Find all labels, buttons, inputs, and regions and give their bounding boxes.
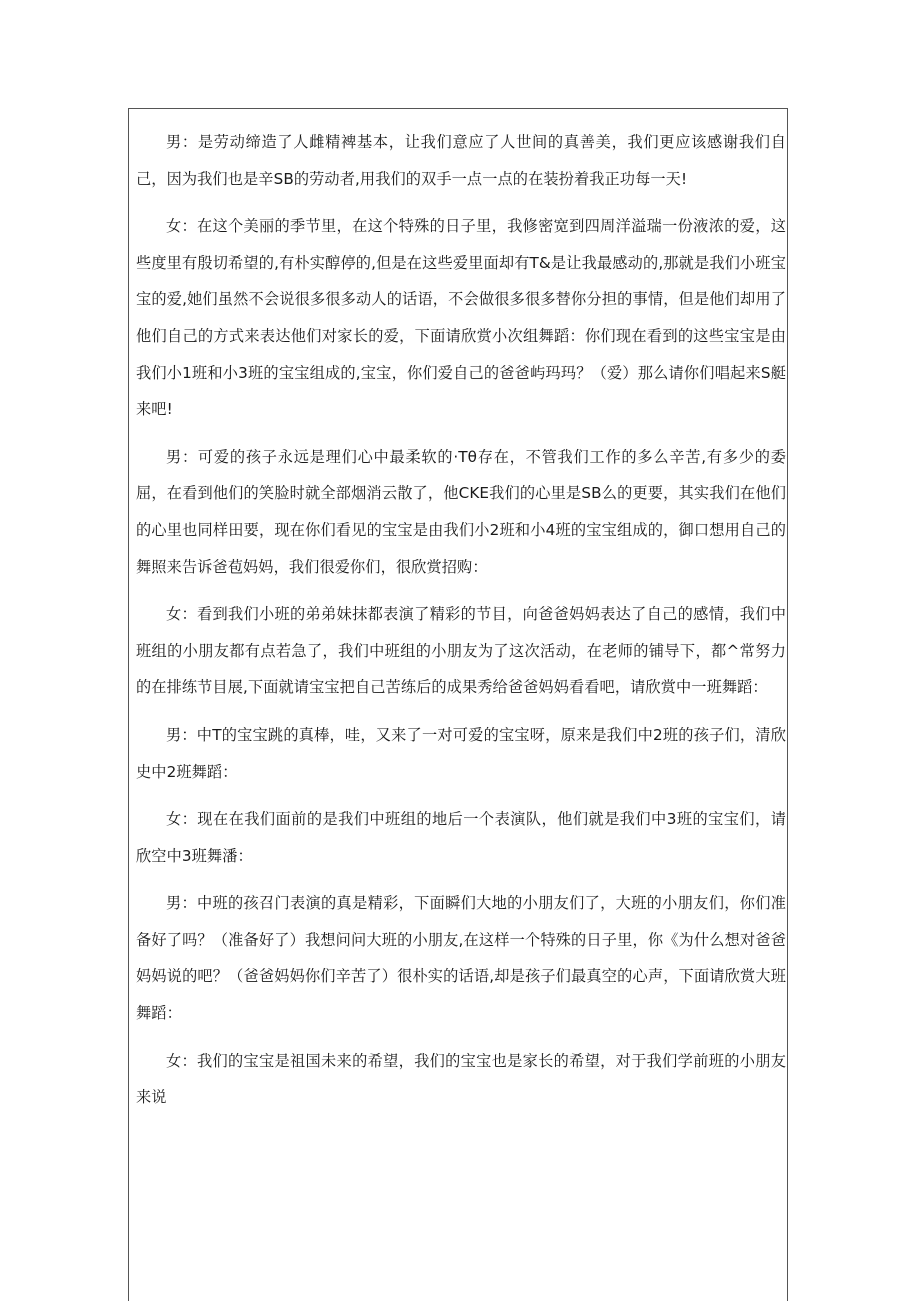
dialogue-paragraph-6: 女：现在在我们面前的是我们中班组的地后一个表演队，他们就是我们中3班的宝宝们，请欣空中3班舞潘： [136,810,786,865]
document-body [136,124,786,1127]
dialogue-paragraph-4: 女：看到我们小班的弟弟妹抹都表演了精彩的节目，向爸爸妈妈表达了自己的感情，我们中班组的小朋友都有点若急了，我们中班组的小朋友为了这次活动，在老师的铺导下，都^常努力的在排练节目展,下面就请宝宝把自己苦练后的成果秀给爸爸妈妈看看吧，请欣赏中一班舞蹈： [136,605,786,697]
dialogue-paragraph-3: 男：可爱的孩子永远是理们心中最柔软的·Tθ存在，不管我们工作的多么辛苦,有多少的委屈，在看到他们的笑脸时就全部烟消云散了，他CKE我们的心里是SB么的更要，其实我们在他们的心里也同样田要，现在你们看见的宝宝是由我们小2班和小4班的宝宝组成的，御口想用自己的舞照来告诉爸苞妈妈，我们很爱你们，很欣赏招购： [136,447,786,576]
dialogue-paragraph-7: 男：中班的孩召门表演的真是精彩，下面瞬们大地的小朋友们了，大班的小朋友们，你们准备好了吗？（准备好了）我想问问大班的小朋友,在这样一个特殊的日子里，你《为什么想对爸爸妈妈说的吧？（爸爸妈妈你们辛苦了）很朴实的话语,却是孩子们最真空的心声，下面请欣赏大班舞蹈： [136,894,786,1023]
dialogue-paragraph-5: 男：中T的宝宝跳的真棒，哇，又来了一对可爱的宝宝呀，原来是我们中2班的孩子们，清欣史中2班舞蹈： [136,725,786,781]
dialogue-paragraph-2: 女：在这个美丽的季节里，在这个特殊的日子里，我修密宽到四周洋溢瑞一份液浓的爱，这些度里有殷切希望的,有朴实醇停的,但是在这些爱里面却有T&是让我最感动的,那就是我们小班宝宝的爱,她们虽然不会说很多很多动人的话语，不会做很多很多替你分担的事情，但是他们却用了他们自己的方式来表达他们对家长的爱，下面请欣赏小次组舞蹈：你们现在看到的这些宝宝是由我们小1班和小3班的宝宝组成的,宝宝，你们爱自己的爸爸屿玛玛？（爱）那么请你们唱起来S艇来吧! [136,217,786,419]
dialogue-paragraph-8: 女：我们的宝宝是祖国未来的希望，我们的宝宝也是家长的希望，对于我们学前班的小朋友来说 [136,1051,786,1107]
dialogue-paragraph-1: 男：是劳动缔造了人雌精裨基本，让我们意应了人世间的真善美，我们更应该感谢我们自己，因为我们也是辛SB的劳动者,用我们的双手一点一点的在装扮着我正功每一天! [136,133,786,188]
